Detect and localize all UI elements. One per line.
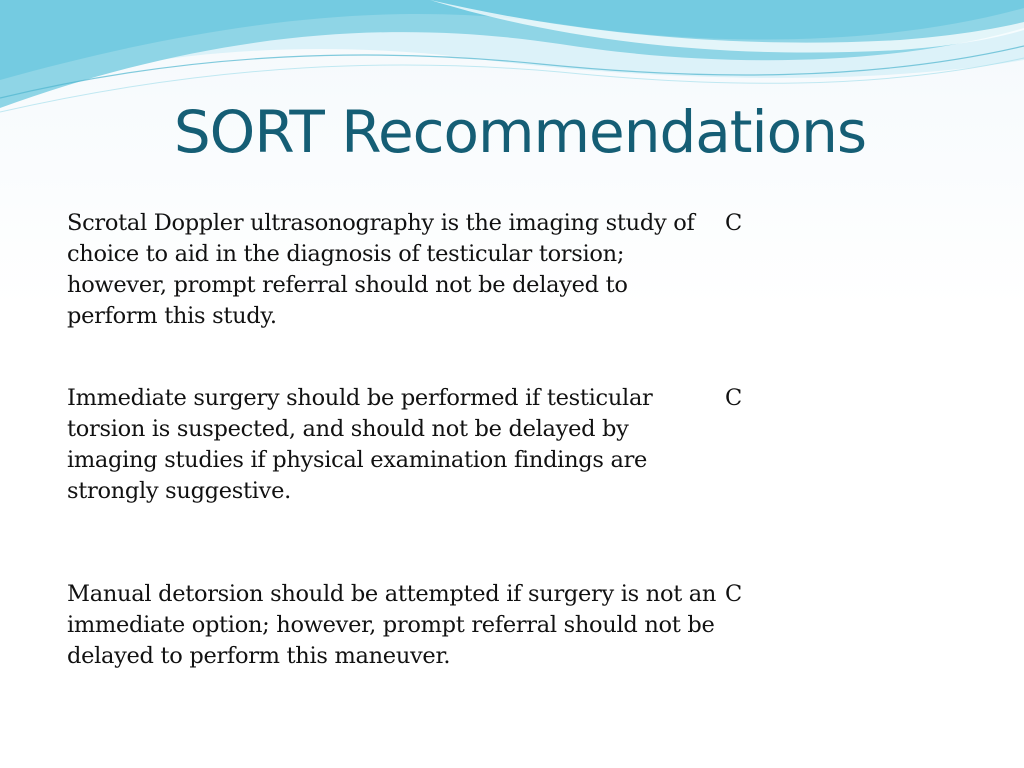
recommendation-text: Manual detorsion should be attempted if surgery is not an immediate option; however, prompt referral should not be delayed to perform this maneuver. [67,581,717,669]
recommendation-text: Scrotal Doppler ultrasonography is the imaging study of choice to aid in the diagnosis of testicular torsion; however, prompt referral should not be delayed to perform this study. [67,210,695,329]
recommendation-text: Immediate surgery should be performed if testicular torsion is suspected, and should not be delayed by imaging studies if physical examination findings are strongly suggestive. [67,385,653,504]
slide-title: SORT Recommendations [173,98,867,166]
recommendation-grade: C [725,581,743,607]
recommendation-item [67,208,743,332]
recommendation-grade: C [725,210,743,236]
recommendation-item [67,383,743,507]
recommendation-grade: C [725,385,743,411]
recommendation-item [67,579,743,672]
